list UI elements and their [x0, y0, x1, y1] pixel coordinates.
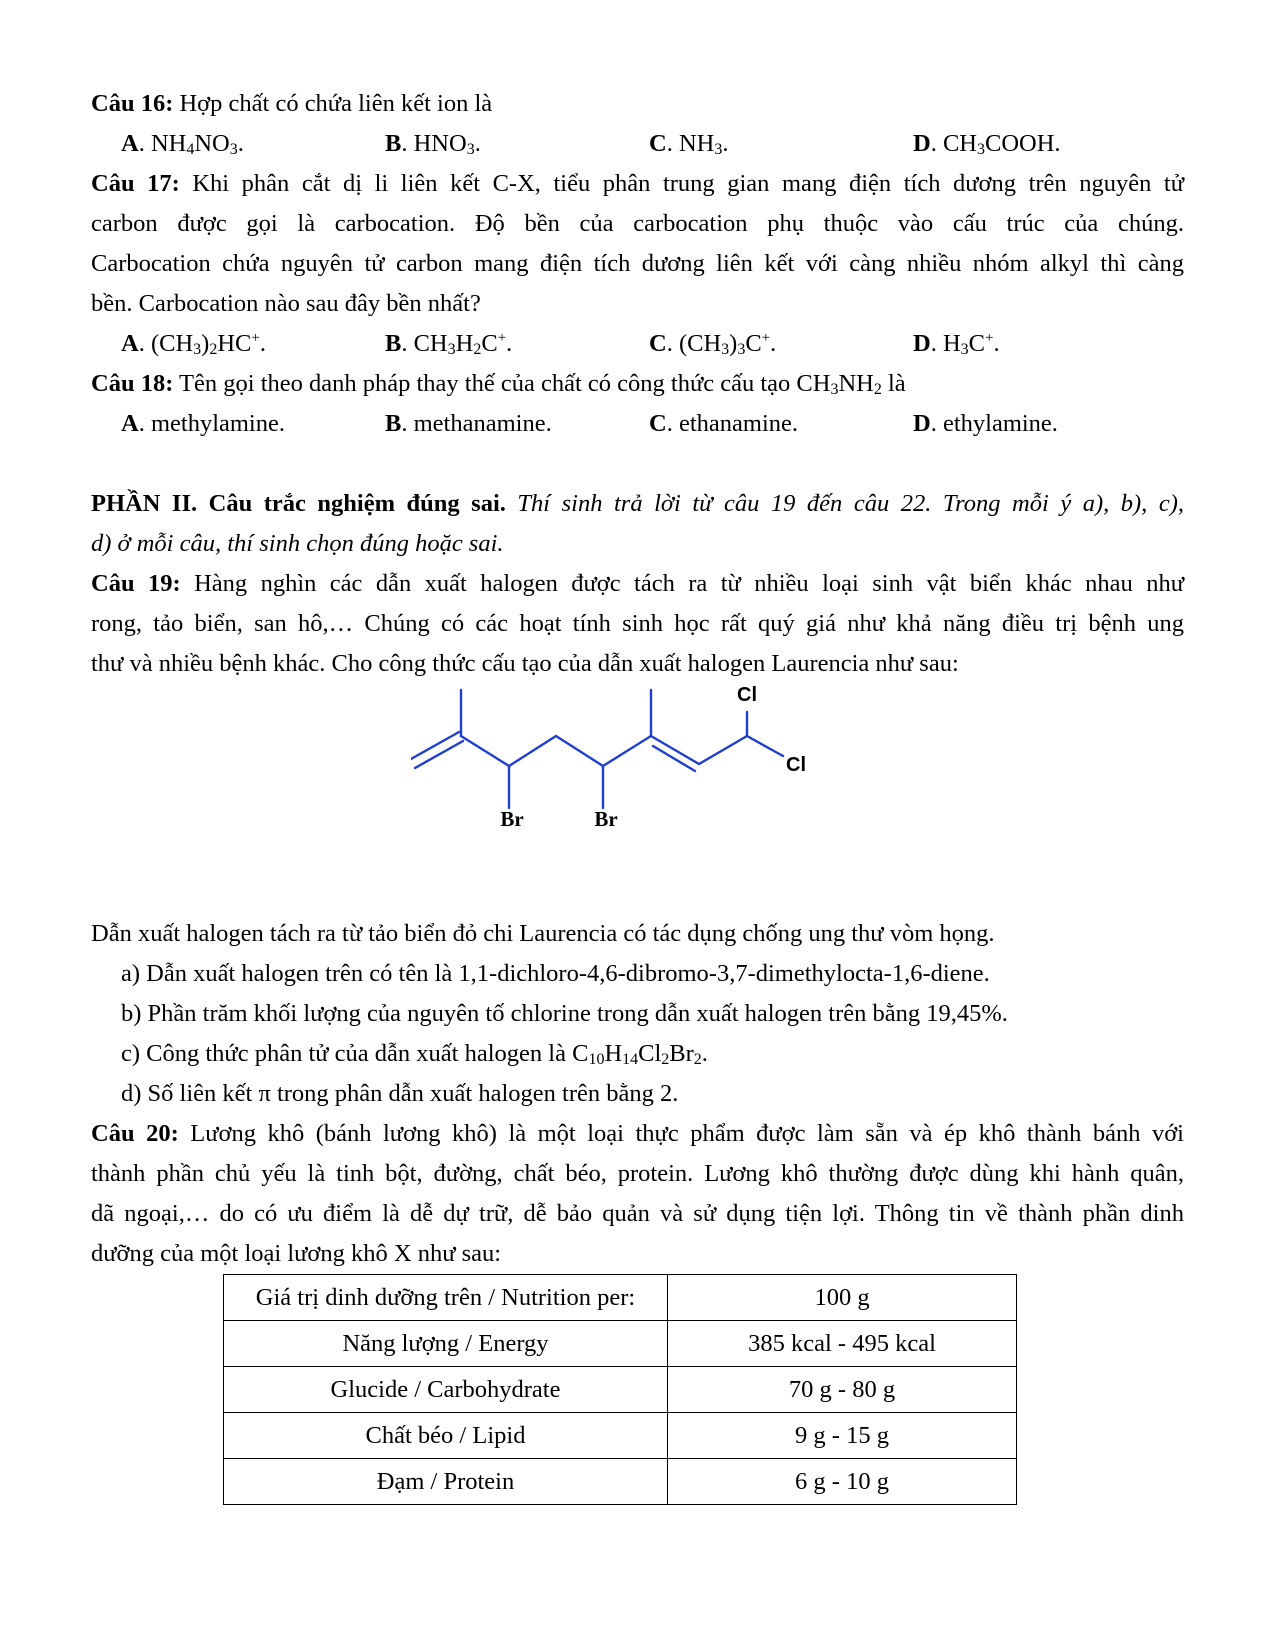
- molecule-bonds: [411, 690, 783, 808]
- question-18-label: Câu 18:: [91, 370, 174, 397]
- question-17-line-2: carbon được gọi là carbocation. Độ bền của carbocation phụ thuộc vào cấu trúc của chúng.: [91, 210, 1184, 237]
- question-17-options: [91, 324, 1184, 364]
- q16-option-a[interactable]: A. $NH_4NO_3$.: [121, 130, 244, 158]
- laurencia-structure: [91, 684, 1184, 914]
- question-20-line-2: thành phần chủ yếu là tinh bột, đường, chất béo, protein. Lương khô thường được dùng khi hành quân,: [91, 1160, 1184, 1187]
- chlorine-top-label: Cl: [737, 684, 757, 706]
- exam-page: [91, 84, 1184, 1495]
- table-cell: 385 kcal - 495 kcal: [668, 1321, 1017, 1367]
- question-17-label: Câu 17:: [91, 170, 180, 197]
- question-16-label: Câu 16:: [91, 90, 174, 117]
- q17-option-a[interactable]: A. $(CH_3)_2HC^+$.: [121, 330, 266, 358]
- question-16: [91, 84, 1184, 124]
- question-19-line-3: thư và nhiều bệnh khác. Cho công thức cấu tạo của dẫn xuất halogen Laurencia như sau:: [91, 650, 959, 677]
- q19-statement-c[interactable]: c) Công thức phân tử của dẫn xuất halogen là $C_{10}H_{14}Cl_2Br_2$.: [121, 1040, 708, 1068]
- table-row: [224, 1413, 1017, 1459]
- nutrition-table: [223, 1274, 1017, 1505]
- question-20-line-4: dưỡng của một loại lương khô X như sau:: [91, 1240, 502, 1267]
- q18-option-d[interactable]: D. ethylamine.: [913, 410, 1058, 437]
- q17-option-c[interactable]: C. $(CH_3)_3C^+$.: [649, 330, 777, 358]
- q18-option-b[interactable]: B. methanamine.: [385, 410, 552, 437]
- question-19-line-1: Câu 19: Hàng nghìn các dẫn xuất halogen được tách ra từ nhiều loại sinh vật biển khác nhau như: [91, 570, 1184, 597]
- q19-statement-d[interactable]: d) Số liên kết π trong phân dẫn xuất halogen trên bằng 2.: [121, 1080, 679, 1107]
- bond-c2-c3: [461, 736, 509, 766]
- q17-option-d[interactable]: D. $H_3C^+$.: [913, 330, 1000, 358]
- q18-option-c[interactable]: C. ethanamine.: [649, 410, 798, 437]
- section-spacer: [91, 444, 1184, 484]
- part-2-instructions: Thí sinh trả lời từ câu 19 đến câu 22. Trong mỗi ý a), b), c),: [505, 490, 1184, 517]
- question-17-line-3: Carbocation chứa nguyên tử carbon mang điện tích dương liên kết với càng nhiều nhóm alkyl thì càng: [91, 250, 1184, 277]
- part-2-heading: [91, 484, 1184, 524]
- q19-statement-a[interactable]: a) Dẫn xuất halogen trên có tên là 1,1-dichloro-4,6-dibromo-3,7-dimethylocta-1,6-diene.: [121, 960, 990, 987]
- molecule-diagram: [411, 684, 831, 914]
- bromine-right-label: Br: [594, 807, 618, 831]
- question-19-description: Dẫn xuất halogen tách ra từ tảo biển đỏ chi Laurencia có tác dụng chống ung thư vòm họng.: [91, 920, 995, 947]
- table-row: [224, 1321, 1017, 1367]
- table-row: [224, 1367, 1017, 1413]
- q16-option-b[interactable]: B. $HNO_3$.: [385, 130, 481, 158]
- question-16-options: [91, 124, 1184, 164]
- table-cell: Năng lượng / Energy: [224, 1321, 668, 1367]
- table-cell: Chất béo / Lipid: [224, 1413, 668, 1459]
- question-18: Câu 18: Tên gọi theo danh pháp thay thế của chất có công thức cấu tạo $CH_3NH_2$ là: [91, 370, 906, 398]
- q17-option-b[interactable]: B. $CH_3H_2C^+$.: [385, 330, 513, 358]
- bond-c7-c8: [699, 736, 747, 764]
- table-row: [224, 1459, 1017, 1505]
- table-cell: Đạm / Protein: [224, 1459, 668, 1505]
- table-cell: 70 g - 80 g: [668, 1367, 1017, 1413]
- part-2-title: PHẦN II. Câu trắc nghiệm đúng sai.: [91, 490, 506, 517]
- question-17-line-4: bền. Carbocation nào sau đây bền nhất?: [91, 290, 481, 317]
- question-16-text: Hợp chất có chứa liên kết ion là: [173, 90, 493, 117]
- question-19-label: Câu 19:: [91, 570, 181, 597]
- q16-option-c[interactable]: C. $NH_3$.: [649, 130, 729, 158]
- bromine-left-label: Br: [500, 807, 524, 831]
- bond-c3-c4: [509, 736, 556, 766]
- bond-c1-c2-double: [415, 741, 463, 768]
- question-20-line-3: dã ngoại,… do có ưu điểm là dễ dự trữ, dễ bảo quản và sử dụng tiện lợi. Thông tin về thành phần dinh: [91, 1200, 1184, 1227]
- question-19-line-2: rong, tảo biển, san hô,… Chúng có các hoạt tính sinh học rất quý giá như khả năng điều trị bệnh ung: [91, 610, 1184, 637]
- q18-option-a[interactable]: A. methylamine.: [121, 410, 285, 437]
- question-18-options: [91, 404, 1184, 444]
- table-cell: Giá trị dinh dưỡng trên / Nutrition per:: [224, 1275, 668, 1321]
- bond-c1-c2: [411, 732, 459, 759]
- table-cell: 100 g: [668, 1275, 1017, 1321]
- table-cell: 9 g - 15 g: [668, 1413, 1017, 1459]
- q19-statement-b[interactable]: b) Phần trăm khối lượng của nguyên tố chlorine trong dẫn xuất halogen trên bằng 19,45%.: [121, 1000, 1008, 1027]
- table-cell: 6 g - 10 g: [668, 1459, 1017, 1505]
- table-cell: Glucide / Carbohydrate: [224, 1367, 668, 1413]
- bond-c5-c6: [603, 736, 651, 766]
- question-17-line-1: Câu 17: Khi phân cắt dị li liên kết C-X, tiểu phân trung gian mang điện tích dương trên nguyên tử: [91, 170, 1184, 197]
- bond-c8-cl-right: [747, 736, 783, 756]
- part-2-instructions-line-2: d) ở mỗi câu, thí sinh chọn đúng hoặc sai.: [91, 530, 504, 557]
- chlorine-right-label: Cl: [786, 754, 806, 776]
- question-20-line-1: Câu 20: Lương khô (bánh lương khô) là một loại thực phẩm được làm sẵn và ép khô thành bánh với: [91, 1120, 1184, 1147]
- bond-c4-c5: [556, 736, 603, 766]
- q16-option-d[interactable]: D. $CH_3COOH$.: [913, 130, 1061, 158]
- table-row: [224, 1275, 1017, 1321]
- question-20-label: Câu 20:: [91, 1120, 179, 1147]
